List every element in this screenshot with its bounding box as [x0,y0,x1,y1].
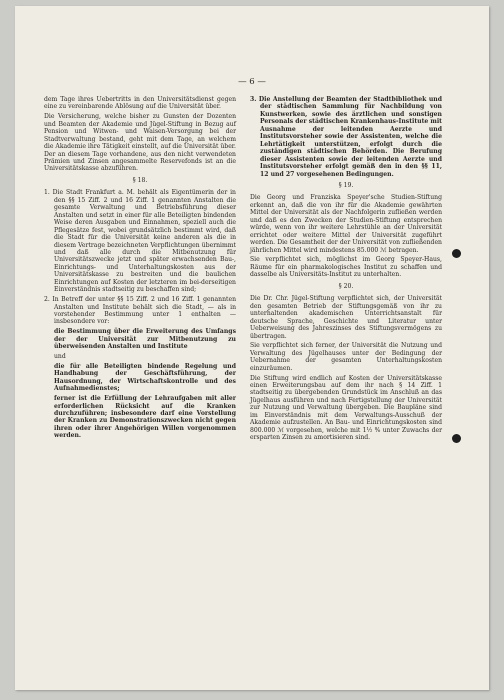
punch-hole [452,249,461,258]
sub-paragraph: die Bestimmung über die Erweiterung des Umfangs der der Universität zur Mitbenutzung zu überweisenden Anstalten und Institute [54,328,236,351]
left-column [44,96,236,442]
list-item: 3. Die Anstellung der Beamten der Stadtbibliothek und der städtischen Sammlung für Nachbildung von Kunstwerken, sowie des ärztlichen und sonstigen Personals der städtischen Krankenhaus-Institute mit Ausnahme der leitenden Aerzte und Institutsvorsteher sowie der Assistenten, welche die Lehrtätigkeit unterstützen, erfolgt durch die zuständigen städtischen Behörden. Die Berufung dieser Assistenten sowie der leitenden Aerzte und Institutsvorsteher erfolgt gemäß den in den §§ 11, 12 und 27 vorgesehenen Bedingungen. [250,96,442,178]
paragraph: Die Dr. Chr. Jügel-Stiftung verpflichtet sich, der Universität den gesamten Betrieb der Stiftungsgemäß von ihr zu unterhaltenden akademischen Unterrichtsanstalt für deutsche Sprache, Geschichte und Literatur unter Ueberweisung des Jahreszinses des Stiftungsvermögens zu übertragen. [250,295,442,340]
section-heading: § 19. [338,181,354,189]
paragraph: Sie verpflichtet sich, möglichst im Georg Speyer-Haus, Räume für ein pharmakologisches Institut zu schaffen und dasselbe als Universitäts-Institut zu unterhalten. [250,256,442,279]
list-item: 2. In Betreff der unter §§ 15 Ziff. 2 und 16 Ziff. 1 genannten Anstalten und Institute behält sich die Stadt, — als in vorstehender Bestimmung unter 1 enthalten — insbesondere vor: [44,296,236,326]
page-number: — 6 — [238,77,266,87]
sub-paragraph: ferner ist die Erfüllung der Lehraufgaben mit aller erforderlichen Rücksicht auf die Kranken durchzuführen; insbesondere darf eine Vorstellung der Kranken zu Demonstrationszwecken nicht gegen ihren oder ihrer Angehörigen Willen vorgenommen werden. [54,395,236,440]
right-column [250,96,442,444]
paragraph: Sie verpflichtet sich ferner, der Universität die Nutzung und Verwaltung des Jügelhauses unter der Bedingung der Uebernahme der gesamten Unterhaltungskosten einzuräumen. [250,342,442,372]
section-heading: § 18. [132,176,148,184]
sub-paragraph: die für alle Beteiligten bindende Regelung und Handhabung der Geschäftsführung, der Hausordnung, der Wirtschaftskontrolle und des Aufnahmedienstes; [54,362,236,393]
paragraph: dem Tage ihres Uebertritts in den Universitätsdienst gegen eine zu vereinbarende Ablösung auf die Universität über. [44,96,236,111]
paragraph: Die Versicherung, welche bisher zu Gunsten der Dozenten und Beamten der Akademie und Jügel-Stiftung in Bezug auf Pension und Witwen- und Waisen-Versorgung bei der Stadtverwaltung bestand, geht mit dem Tage, an welchem die Akademie ihre Tätigkeit einstellt, auf die Universität über. Der an diesem Tage vorhandene, aus den nicht verwendeten Prämien und Zinsen angesammelte Reservefonds ist an die Universitätskasse abzuführen. [44,113,236,173]
section-heading: § 20. [338,282,354,290]
paragraph: Die Georg und Franziska Speyer'sche Studien-Stiftung erkennt an, daß die von ihr für die Akademie gewährten Mittel der Universität als der Nachfolgerin zufließen werden und daß es den Zwecken der Studien-Stiftung entsprechen würde, wenn von ihr weitere Lehrstühle an der Universität errichtet oder weitere Mittel der Universität zugeführt werden. Die Gesamtheit der der Universität von zufließenden jährlichen Mittel wird mindestens 85.000 ℳ betragen. [250,194,442,254]
sub-paragraph: und [54,353,66,361]
paragraph: Die Stiftung wird endlich auf Kosten der Universitätskasse einen Erweiterungsbau auf dem ihr nach § 14 Ziff. 1 stadtseitig zu übergebenden Grundstück im Anschluß an das Jügelhaus ausführen und nach Fertigstellung der Universität zur Nutzung und Verwaltung übergeben. Die Baupläne sind im Einverständnis mit dem Verwaltungs-Ausschuß der Akademie aufzustellen. An Bau- und Einrichtungskosten sind 800.000 ℳ vorgesehen, welche mit 1½ % unter Zuwachs der ersparten Zinsen zu amortisieren sind. [250,374,442,442]
punch-hole [452,434,461,443]
list-item: 1. Die Stadt Frankfurt a. M. behält als Eigentümerin der in den §§ 15 Ziff. 2 und 16 Ziff. 1 genannten Anstalten die gesamte Verwaltung und Betriebsführung dieser Anstalten und setzt in einer für alle Beteiligten bindenden Weise deren Ausgaben und Einnahmen, speziell auch die Pflegesätze fest, wobei grundsätzlich bestimmt wird, daß die Stadt für die Universität keine anderen als die in diesem Vertrage bezeichneten Verpflichtungen übernimmt und daß alle durch die Mitbenutzung für Universitätszwecke jetzt und später erwachsenden Bau-, Einrichtungs- und Unterhaltungskosten aus der Universitätskasse zu bestreiten und die baulichen Einrichtungen auf Kosten der letzteren im bei-derseitigen Einverständnis stadtseitig zu beschaffen sind; [44,189,236,294]
